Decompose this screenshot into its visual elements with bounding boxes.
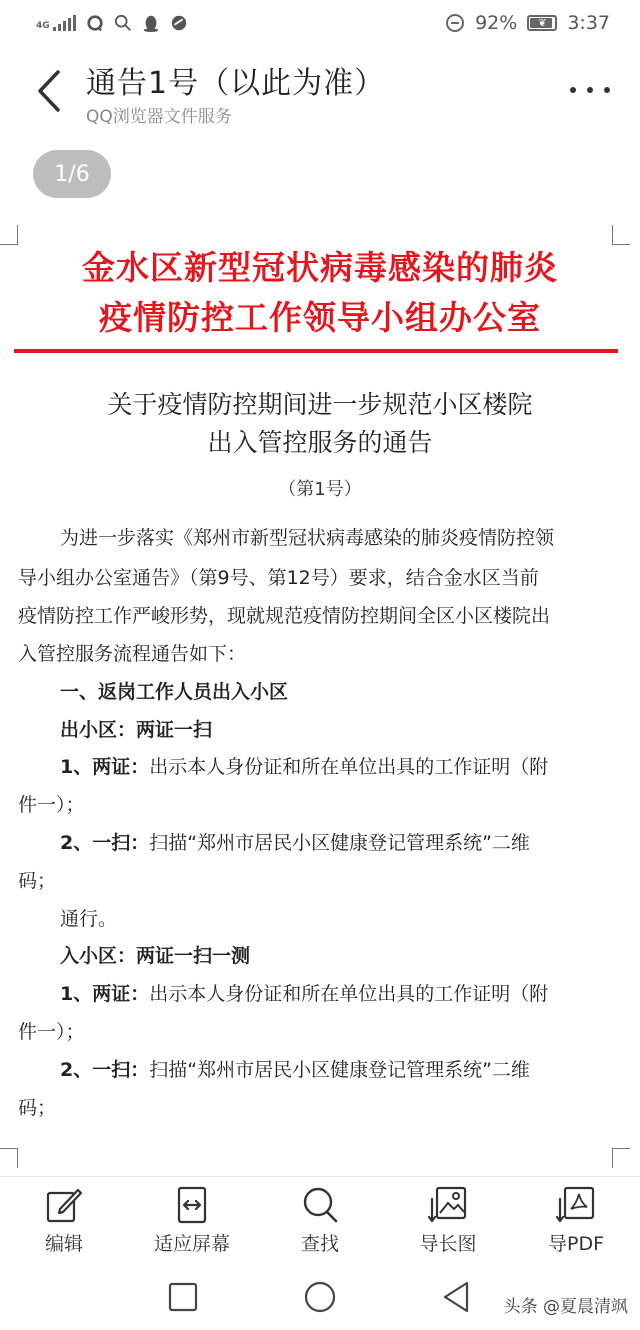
- list-item-cont: 码；: [18, 1097, 57, 1119]
- edit-icon: [44, 1185, 84, 1225]
- bottom-toolbar: [0, 1176, 640, 1260]
- list-item: [60, 979, 548, 1006]
- crop-mark: [0, 1148, 18, 1168]
- recent-apps-button[interactable]: [166, 1280, 200, 1314]
- list-item-text: 出示本人身份证和所在单位出具的工作证明（附: [149, 756, 549, 778]
- network-type: 4G: [36, 21, 50, 31]
- dot-icon: [587, 87, 593, 93]
- subsection-heading: 入小区：两证一扫一测: [60, 945, 251, 967]
- paragraph-line: 为进一步落实《郑州市新型冠状病毒感染的肺炎疫情防控领: [60, 527, 555, 549]
- paragraph-line: 入管控服务流程通告如下：: [18, 643, 247, 665]
- list-item-cont: 件一）；: [18, 794, 85, 816]
- status-bar-right: [445, 12, 610, 34]
- battery-icon: [527, 15, 557, 31]
- leaf-icon: ❦: [538, 17, 547, 29]
- export-image-button[interactable]: [388, 1185, 508, 1257]
- page-subtitle: QQ浏览器文件服务: [86, 107, 232, 127]
- home-button[interactable]: [303, 1280, 337, 1314]
- fit-screen-button[interactable]: [132, 1185, 252, 1257]
- doc-header-line-2: 疫情防控工作领导小组办公室: [99, 298, 541, 337]
- fit-screen-icon: [172, 1185, 212, 1225]
- find-button[interactable]: [260, 1185, 380, 1257]
- export-image-icon: [428, 1185, 468, 1225]
- list-item-label: 2、一扫：: [60, 832, 150, 854]
- signal-indicator: [36, 15, 76, 31]
- section-heading: 一、返岗工作人员出入小区: [60, 681, 289, 703]
- export-pdf-button[interactable]: [516, 1185, 636, 1257]
- battery-percent: 92%: [475, 12, 518, 34]
- fit-screen-label: 适应屏幕: [153, 1233, 230, 1255]
- list-item-cont: 码；: [18, 870, 57, 892]
- page-indicator: 1/6: [33, 150, 111, 198]
- list-item-cont: 件一）；: [18, 1021, 85, 1043]
- list-item-label: 1、两证：: [60, 983, 150, 1005]
- export-pdf-icon: [556, 1185, 596, 1225]
- page-title: 通告1号（以此为准）: [86, 66, 386, 101]
- search-icon: [300, 1185, 340, 1225]
- status-bar-left: [36, 13, 188, 33]
- doc-title-line-1: 关于疫情防控期间进一步规范小区楼院: [107, 390, 533, 419]
- paragraph-line: 导小组办公室通告》（第9号、第12号）要求，结合金水区当前: [18, 567, 539, 589]
- list-item: [60, 828, 530, 855]
- edit-label: 编辑: [44, 1233, 83, 1255]
- paragraph-line: 疫情防控工作严峻形势，现就规范疫情防控期间全区小区楼院出: [18, 605, 551, 627]
- doc-title-line-2: 出入管控服务的通告: [207, 428, 433, 457]
- list-item: [60, 752, 548, 779]
- red-divider: [14, 349, 618, 353]
- back-nav-button[interactable]: [440, 1280, 474, 1314]
- list-item-label: 1、两证：: [60, 756, 150, 778]
- subsection-heading: 出小区：两证一扫: [60, 719, 213, 741]
- list-item-label: 2、一扫：: [60, 1059, 150, 1081]
- export-image-label: 导长图: [419, 1233, 477, 1255]
- dot-icon: [604, 87, 610, 93]
- back-button[interactable]: [30, 66, 70, 116]
- edit-button[interactable]: [4, 1185, 124, 1257]
- signal-icon: [53, 15, 76, 31]
- qq-penguin-icon: [142, 13, 160, 33]
- search-icon: [114, 13, 132, 33]
- clock: 3:37: [567, 12, 610, 34]
- export-pdf-label: 导PDF: [547, 1233, 605, 1255]
- watermark: 头条 @夏晨清飒: [503, 1297, 628, 1317]
- hd-call-icon: [445, 13, 465, 33]
- doc-header-line-1: 金水区新型冠状病毒感染的肺炎: [82, 248, 558, 287]
- list-item: [60, 1055, 530, 1082]
- doc-number: （第1号）: [278, 479, 362, 500]
- more-options-button[interactable]: [570, 82, 610, 98]
- title-bar: [0, 46, 640, 134]
- list-item-text: 出示本人身份证和所在单位出具的工作证明（附: [149, 983, 549, 1005]
- list-item-text: 扫描“郑州市居民小区健康登记管理系统”二维: [149, 1059, 530, 1081]
- list-item-text: 扫描“郑州市居民小区健康登记管理系统”二维: [149, 832, 530, 854]
- status-bar: [0, 0, 640, 46]
- pass-text: 通行。: [60, 908, 118, 930]
- navigation-bar: [0, 1262, 640, 1330]
- dot-icon: [570, 87, 576, 93]
- qq-browser-icon: [86, 13, 104, 33]
- crop-mark: [612, 1148, 630, 1168]
- find-label: 查找: [300, 1233, 339, 1255]
- browser-icon: [170, 13, 188, 33]
